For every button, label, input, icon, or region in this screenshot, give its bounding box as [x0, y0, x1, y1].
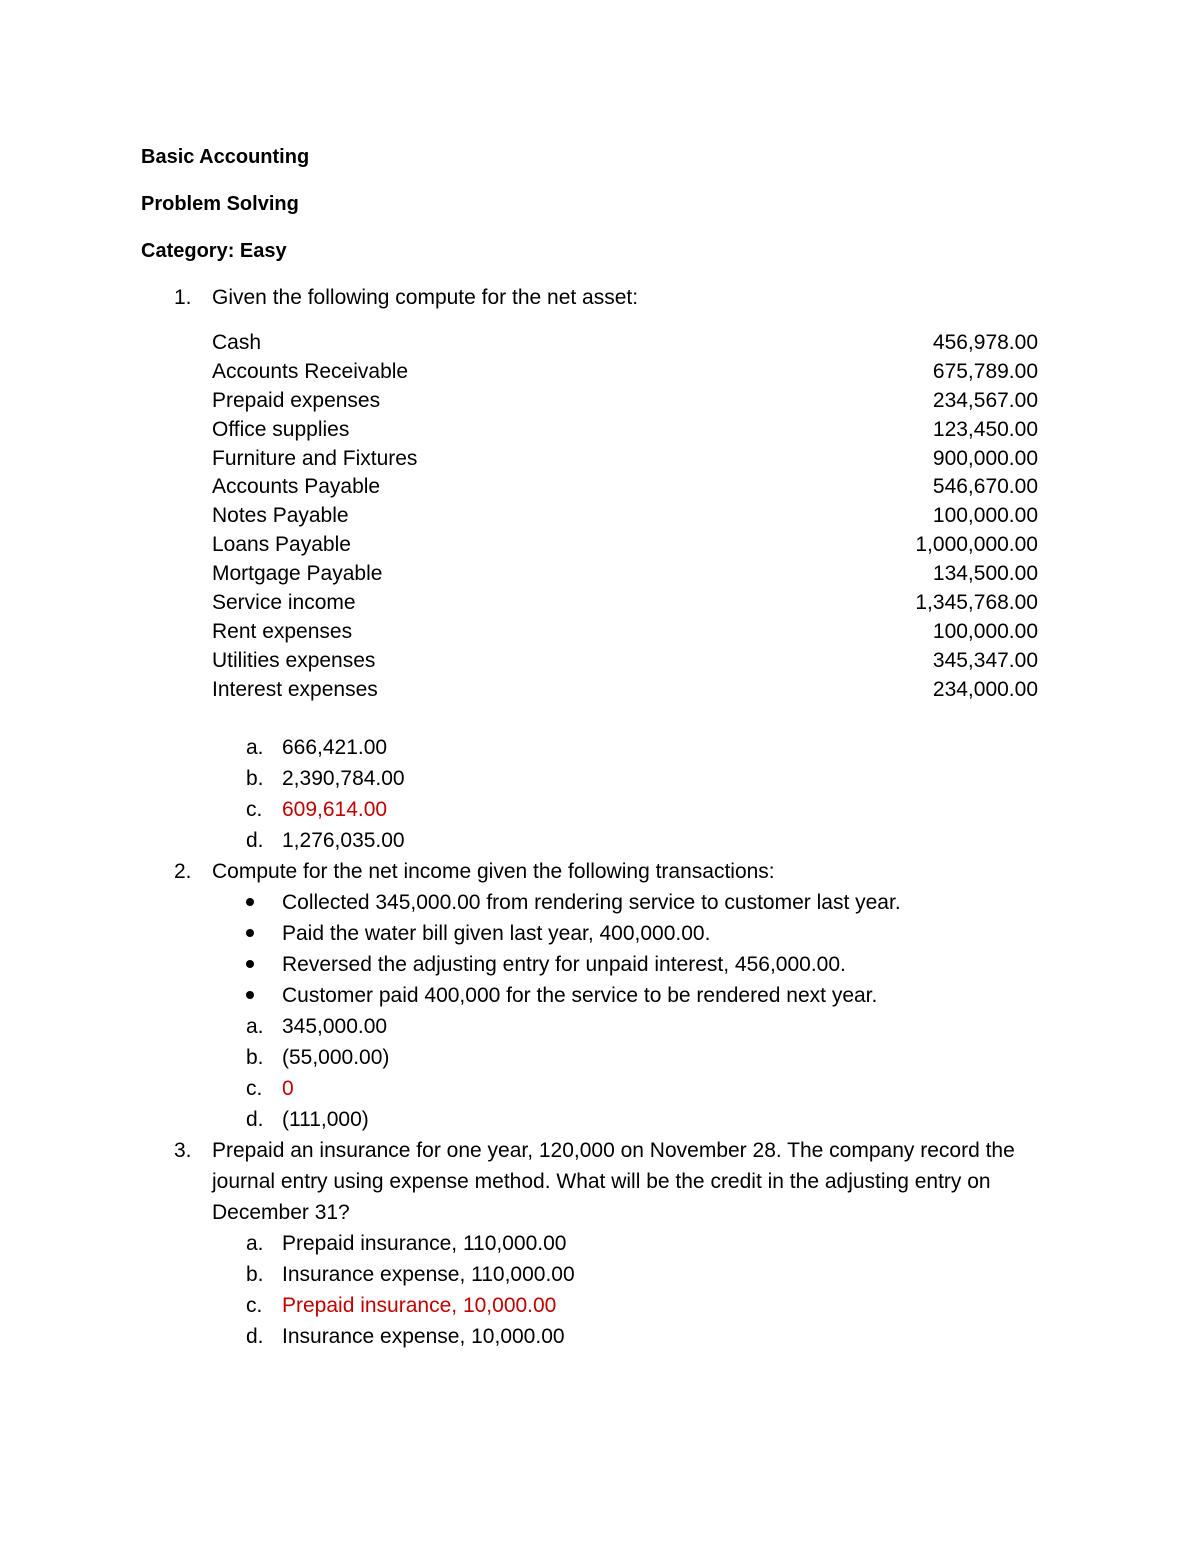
account-row	[212, 445, 1038, 474]
account-amount: 345,347.00	[932, 648, 1038, 672]
q1-number: 1.	[174, 286, 192, 309]
account-row	[212, 589, 1038, 618]
option-letter: a.	[246, 1232, 264, 1255]
account-name: Rent expenses	[212, 619, 353, 643]
account-row	[212, 560, 1038, 589]
option-letter: a.	[246, 1015, 264, 1038]
account-name: Loans Payable	[212, 533, 351, 557]
option-letter: c.	[246, 1077, 263, 1100]
account-row	[212, 647, 1038, 676]
bullet-text: Collected 345,000.00 from rendering service to customer last year.	[282, 891, 901, 914]
account-name: Interest expenses	[212, 677, 378, 701]
option-text: 2,390,784.00	[282, 767, 405, 790]
q3-text-line: journal entry using expense method. What will be the credit in the adjusting entry on	[212, 1170, 991, 1193]
account-name: Mortgage Payable	[212, 562, 383, 586]
q3-text-line: December 31?	[212, 1201, 350, 1224]
bullet-icon	[246, 960, 254, 968]
document-subtitle: Problem Solving	[141, 193, 299, 215]
option-text: (55,000.00)	[282, 1046, 390, 1069]
option-letter: d.	[246, 829, 264, 852]
option-text: Prepaid insurance, 110,000.00	[282, 1232, 567, 1255]
bullet-icon	[246, 991, 254, 999]
option-text: 345,000.00	[282, 1015, 388, 1038]
correct-answer-text: 0	[282, 1077, 294, 1100]
q1-text: Given the following compute for the net asset:	[212, 286, 639, 309]
account-row	[212, 358, 1038, 387]
account-amount: 456,978.00	[932, 331, 1038, 354]
q3-number: 3.	[174, 1139, 192, 1162]
account-name: Accounts Receivable	[212, 359, 409, 383]
account-name: Prepaid expenses	[212, 388, 381, 412]
option-letter: a.	[246, 736, 264, 759]
option-letter: d.	[246, 1325, 264, 1348]
account-name: Office supplies	[212, 417, 350, 441]
account-name: Notes Payable	[212, 504, 349, 528]
account-amount: 100,000.00	[932, 619, 1038, 643]
option-text: Insurance expense, 10,000.00	[282, 1325, 565, 1348]
account-amount: 234,567.00	[932, 388, 1038, 412]
account-row	[212, 473, 1038, 502]
bullet-text: Customer paid 400,000 for the service to be rendered next year.	[282, 984, 878, 1007]
bullet-text: Paid the water bill given last year, 400,000.00.	[282, 922, 711, 945]
option-letter: b.	[246, 1046, 264, 1069]
account-row	[212, 676, 1038, 705]
account-amount: 100,000.00	[932, 504, 1038, 528]
account-amount: 900,000.00	[932, 446, 1038, 470]
bullet-text: Reversed the adjusting entry for unpaid interest, 456,000.00.	[282, 953, 846, 976]
account-name: Cash	[212, 331, 262, 354]
correct-answer-text: Prepaid insurance, 10,000.00	[282, 1294, 557, 1317]
account-row	[212, 387, 1038, 416]
account-amount: 1,345,768.00	[915, 591, 1038, 615]
account-amount: 123,450.00	[932, 417, 1038, 441]
account-name: Service income	[212, 591, 356, 615]
account-name: Accounts Payable	[212, 475, 381, 499]
account-amount: 1,000,000.00	[915, 533, 1038, 557]
q2-number: 2.	[174, 860, 192, 883]
q3-text-line: Prepaid an insurance for one year, 120,000 on November 28. The company record the	[212, 1139, 1015, 1162]
option-text: Insurance expense, 110,000.00	[282, 1263, 575, 1286]
q2-text: Compute for the net income given the following transactions:	[212, 860, 775, 883]
account-row	[212, 416, 1038, 445]
category-label: Category: Easy	[141, 240, 287, 262]
option-text: 666,421.00	[282, 736, 388, 759]
q1-accounts-table	[212, 329, 1038, 705]
account-row	[212, 329, 1038, 358]
option-letter: c.	[246, 798, 263, 821]
account-amount: 546,670.00	[932, 475, 1038, 499]
option-letter: b.	[246, 767, 264, 790]
account-name: Furniture and Fixtures	[212, 446, 418, 470]
account-row	[212, 618, 1038, 647]
account-amount: 675,789.00	[932, 359, 1038, 383]
correct-answer-text: 609,614.00	[282, 798, 388, 821]
account-row	[212, 531, 1038, 560]
account-amount: 234,000.00	[932, 677, 1038, 701]
bullet-icon	[246, 929, 254, 937]
bullet-icon	[246, 898, 254, 906]
account-amount: 134,500.00	[932, 562, 1038, 586]
account-row	[212, 502, 1038, 531]
option-text: (111,000)	[282, 1108, 369, 1131]
account-name: Utilities expenses	[212, 648, 376, 672]
option-letter: d.	[246, 1108, 264, 1131]
option-letter: c.	[246, 1294, 263, 1317]
document-title: Basic Accounting	[141, 146, 310, 168]
option-letter: b.	[246, 1263, 264, 1286]
option-text: 1,276,035.00	[282, 829, 405, 852]
